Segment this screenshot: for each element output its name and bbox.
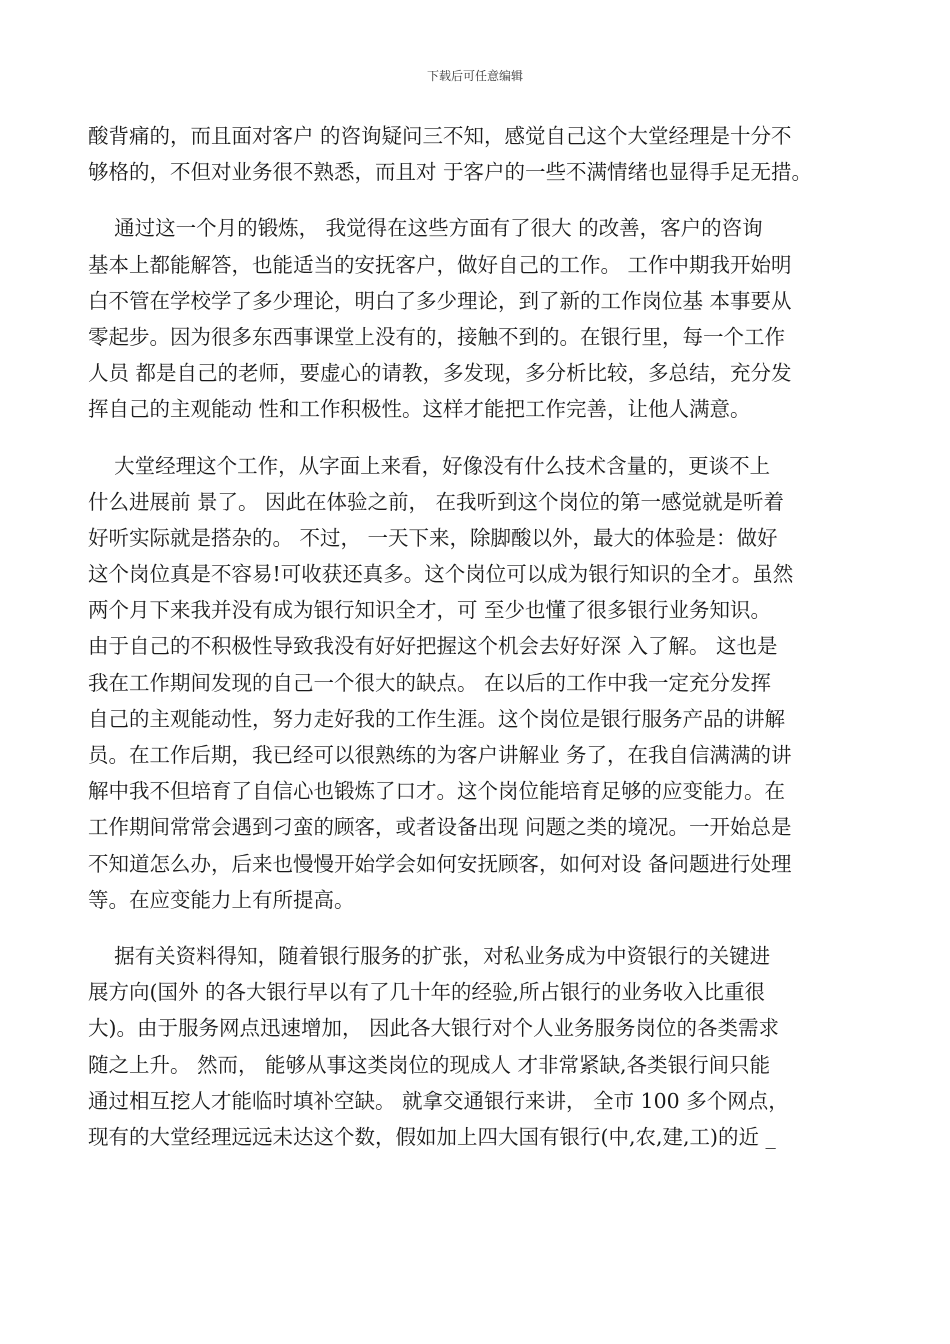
text-line: 什么进展前 景了。 因此在体验之前， 在我听到这个岗位的第一感觉就是听着 <box>88 489 785 514</box>
text-line: 不知道怎么办，后来也慢慢开始学会如何安抚顾客，如何对设 备问题进行处理 <box>88 851 792 876</box>
text-line: 解中我不但培育了自信心也锻炼了口才。这个岗位能培育足够的应变能力。在 <box>88 779 785 804</box>
paragraph <box>88 210 863 427</box>
text-line: 白不管在学校学了多少理论，明白了多少理论，到了新的工作岗位基 本事要从 <box>88 288 792 313</box>
text-line: 我在工作期间发现的自己一个很大的缺点。 在以后的工作中我一定充分发挥 <box>88 670 772 695</box>
text-line: 两个月下来我并没有成为银行知识全才，可 至少也懂了很多银行业务知识。 <box>88 598 772 623</box>
text-line: 展方向(国外 的各大银行早以有了几十年的经验,所占银行的业务收入比重很 <box>88 980 766 1005</box>
text-line: 大)。由于服务网点迅速增加， 因此各大银行对个人业务服务岗位的各类需求 <box>88 1016 780 1041</box>
text-line: 这个岗位真是不容易!可收获还真多。这个岗位可以成为银行知识的全才。虽然 <box>88 562 794 587</box>
text-line: 工作期间常常会遇到刁蛮的顾客，或者设备出现 问题之类的境况。一开始总是 <box>88 815 792 840</box>
text-line: 员。在工作后期，我已经可以很熟练的为客户讲解业 务了，在我自信满满的讲 <box>88 743 792 767</box>
paragraph <box>88 118 863 190</box>
paragraph <box>88 448 863 918</box>
text-line: 挥自己的主观能动 性和工作积极性。这样才能把工作完善，让他人满意。 <box>88 397 751 422</box>
page-header-note: 下载后可任意编辑 <box>426 69 523 83</box>
text-line: 好听实际就是搭杂的。 不过， 一天下来，除脚酸以外，最大的体验是：做好 <box>88 525 778 550</box>
paragraph <box>88 938 863 1155</box>
text-line: 自己的主观能动性，努力走好我的工作生涯。这个岗位是银行服务产品的讲解 <box>88 706 785 731</box>
text-line: 够格的，不但对业务很不熟悉，而且对 于客户的一些不满情绪也显得手足无措。 <box>88 160 813 185</box>
text-line: 等。在应变能力上有所提高。 <box>88 887 355 912</box>
text-line: 酸背痛的，而且面对客户 的咨询疑问三不知，感觉自己这个大堂经理是十分不 <box>88 124 792 148</box>
text-line: 通过这一个月的锻炼， 我觉得在这些方面有了很大 的改善，客户的咨询 <box>88 216 763 241</box>
text-line: 由于自己的不积极性导致我没有好好把握这个机会去好好深 入了解。 这也是 <box>88 634 778 659</box>
text-line: 基本上都能解答，也能适当的安抚客户，做好自己的工作。 工作中期我开始明 <box>88 252 792 277</box>
text-line: 零起步。因为很多东西事课堂上没有的，接触不到的。在银行里，每一个工作 <box>88 324 785 349</box>
text-line: 随之上升。 然而， 能够从事这类岗位的现成人 才非常紧缺,各类银行间只能 <box>88 1052 771 1077</box>
text-line: 大堂经理这个工作，从字面上来看，好像没有什么技术含量的，更谈不上 <box>88 453 771 478</box>
text-line: 人员 都是自己的老师，要虚心的请教，多发现，多分析比较，多总结，充分发 <box>88 361 792 386</box>
text-line: 据有关资料得知，随着银行服务的扩张，对私业务成为中资银行的关键进 <box>88 943 771 968</box>
document-body <box>88 118 863 1175</box>
text-line: 现有的大堂经理远远未达这个数，假如加上四大国有银行(中,农,建,工)的近 _ <box>88 1124 776 1149</box>
text-line: 通过相互挖人才能临时填补空缺。 就拿交通银行来讲， 全市 100 多个网点， <box>88 1088 789 1113</box>
